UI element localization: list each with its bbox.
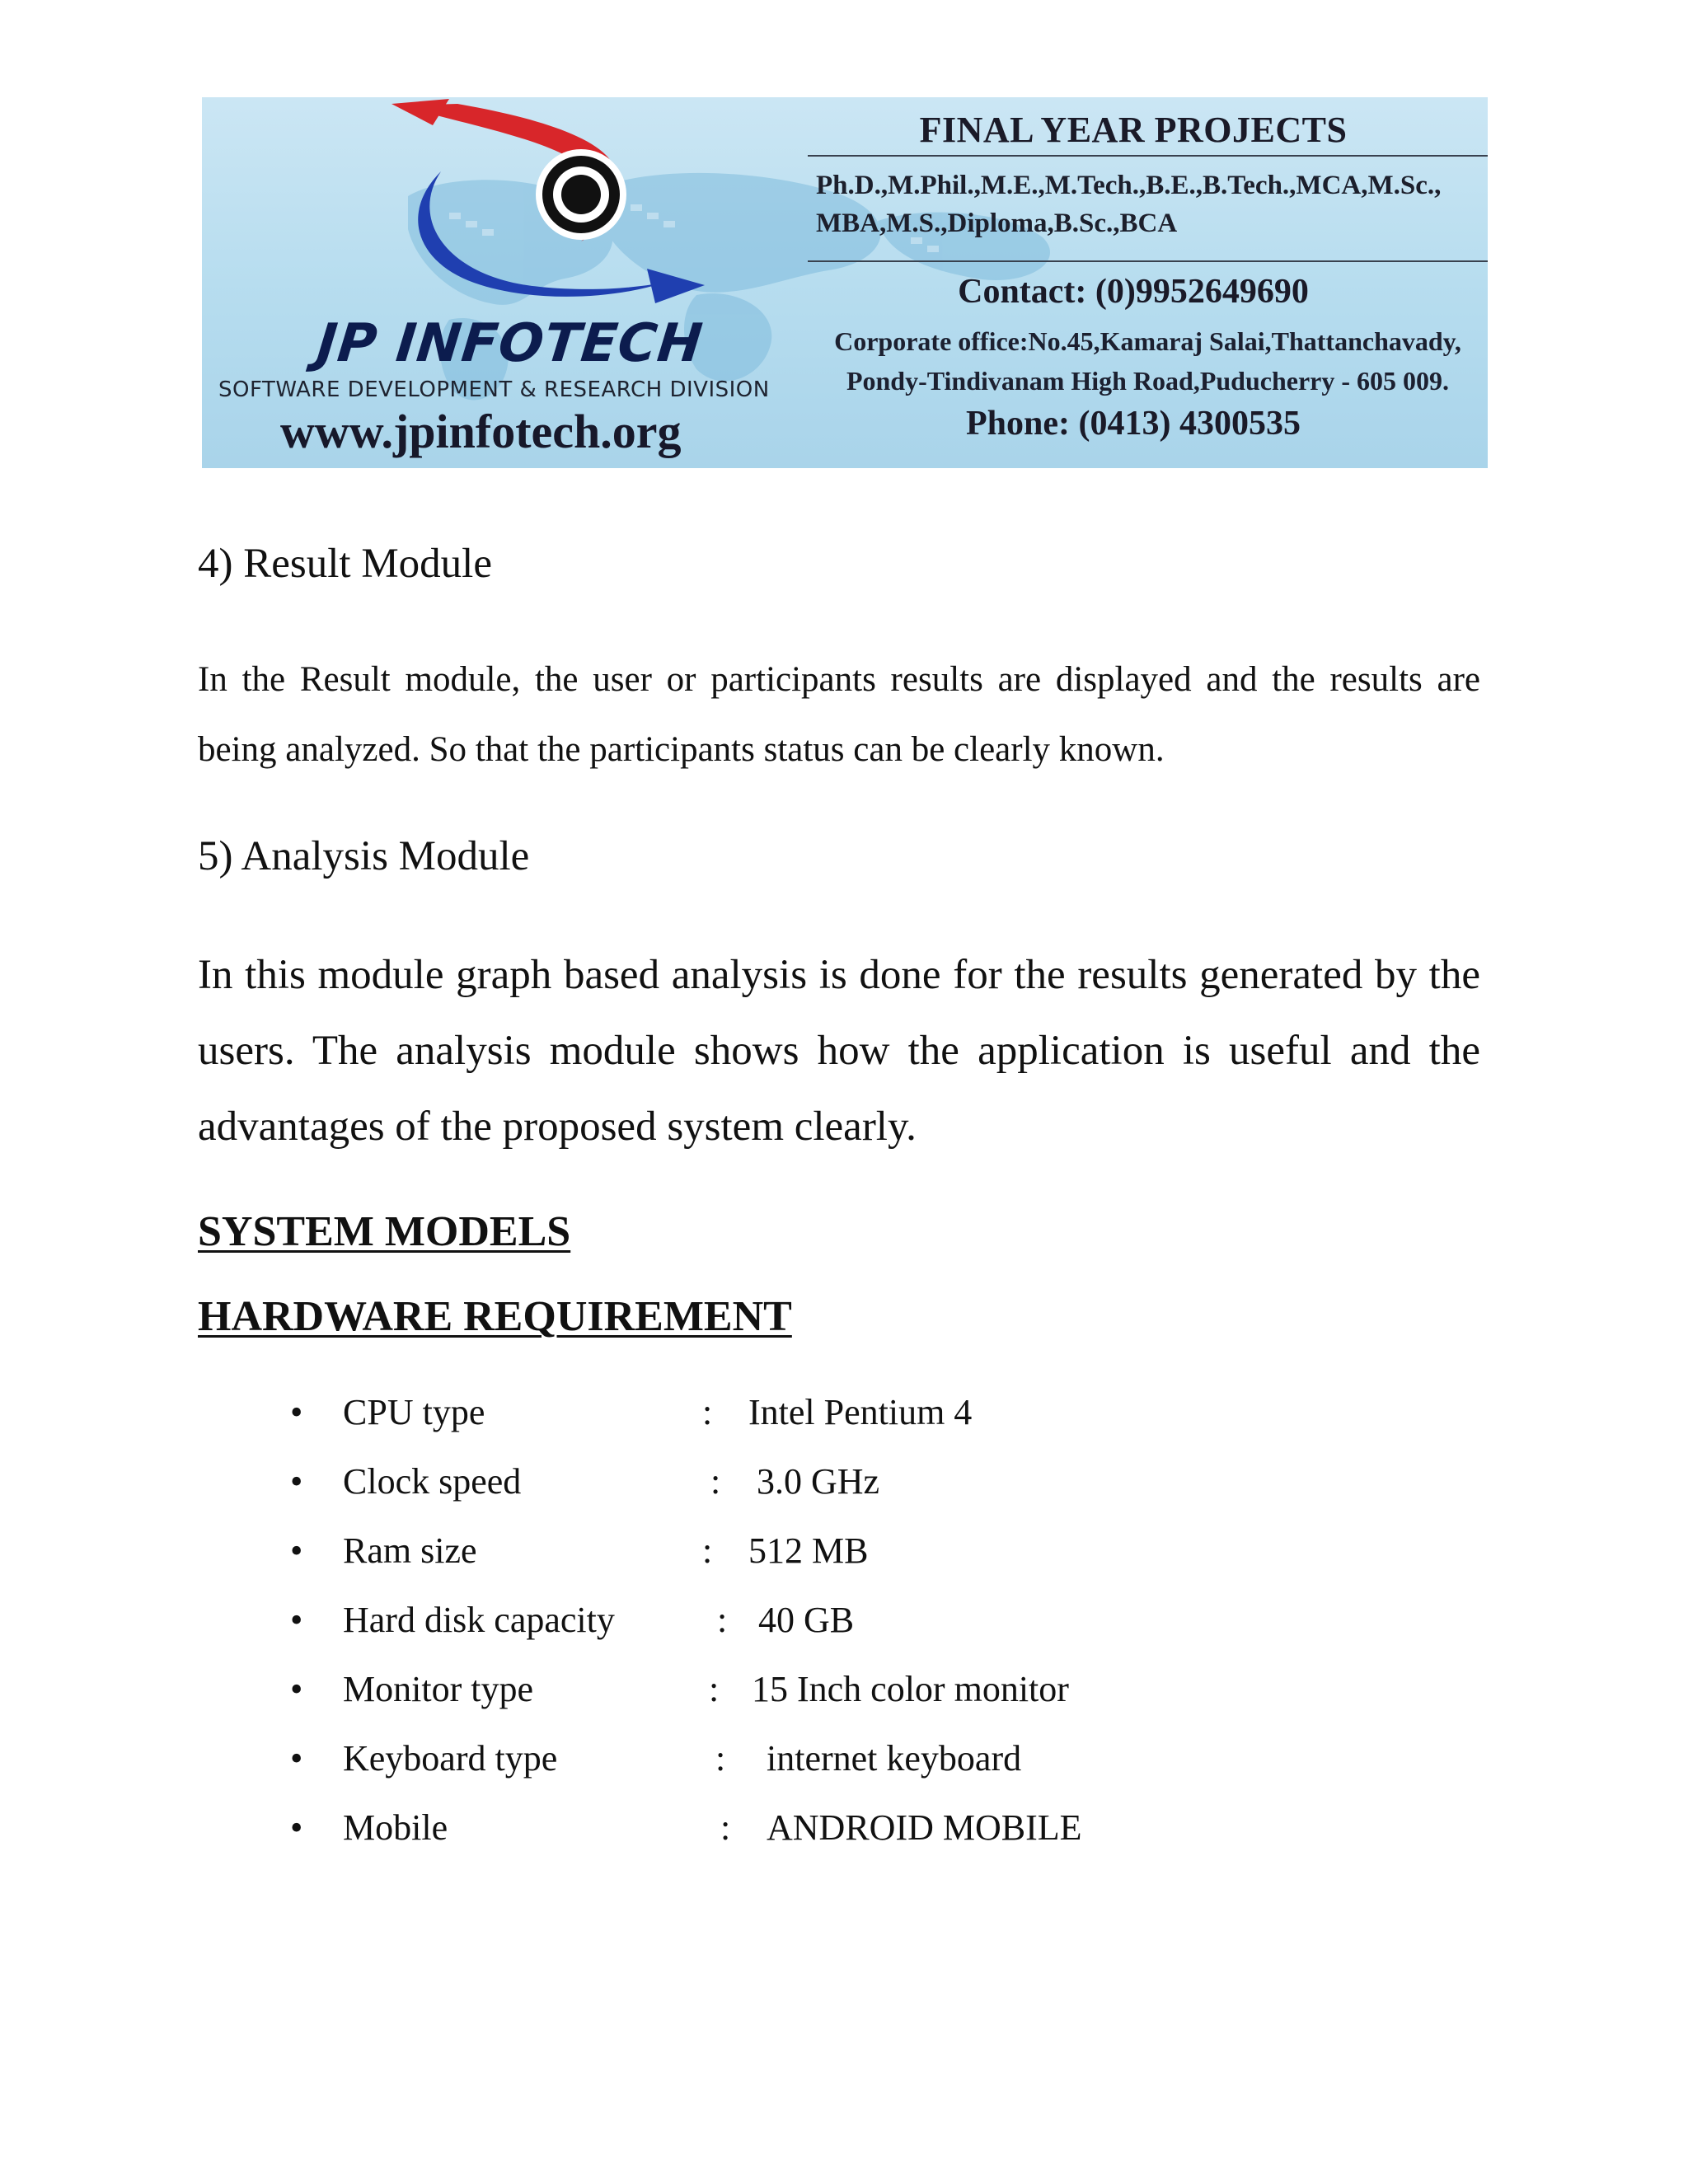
office-address: [808, 321, 1488, 401]
banner-title: FINAL YEAR PROJECTS: [919, 110, 1348, 150]
separator: :: [720, 1807, 731, 1848]
address-line: Corporate office:No.45,Kamaraj Salai,Thattanchavady,: [834, 326, 1461, 356]
logo-eye-icon: [317, 97, 812, 344]
spec-value: Intel Pentium 4: [748, 1392, 973, 1432]
list-item: [0, 1391, 1688, 1460]
spec-label: Ram size: [343, 1530, 477, 1571]
website-link[interactable]: www.jpinfotech.org: [280, 405, 682, 458]
list-item: [0, 1807, 1688, 1876]
bullet-icon: •: [290, 1738, 303, 1779]
separator: :: [710, 1461, 721, 1502]
separator: :: [715, 1738, 726, 1779]
result-module-text: In the Result module, the user or participants results are displayed and the results are being analyzed. So that the participants status can be clearly known.: [198, 660, 1480, 769]
phone-number: Phone: (0413) 4300535: [966, 405, 1301, 443]
spec-label: Hard disk capacity: [343, 1600, 615, 1640]
spec-label: Clock speed: [343, 1461, 522, 1502]
spec-value: ANDROID MOBILE: [767, 1807, 1082, 1848]
separator: :: [709, 1669, 720, 1709]
separator: :: [702, 1530, 713, 1571]
list-item: [0, 1737, 1688, 1807]
result-module-heading: 4) Result Module: [198, 541, 492, 587]
brand-name: JP INFOTECH: [314, 313, 706, 374]
spec-value: 512 MB: [748, 1530, 869, 1571]
degrees-line: Ph.D.,M.Phil.,M.E.,M.Tech.,B.E.,B.Tech.,MCA,M.Sc.,: [816, 171, 1442, 200]
divider: [808, 260, 1488, 262]
spec-label: Keyboard type: [343, 1738, 558, 1779]
divider: [808, 155, 1488, 157]
header-banner: [202, 97, 1488, 468]
bullet-icon: •: [290, 1600, 303, 1640]
list-item: [0, 1530, 1688, 1599]
bullet-icon: •: [290, 1461, 303, 1502]
list-item: [0, 1599, 1688, 1668]
degrees-line: MBA,M.S.,Diploma,B.Sc.,BCA: [816, 209, 1178, 238]
hardware-requirement-heading: HARDWARE REQUIREMENT: [198, 1293, 792, 1340]
analysis-module-heading: 5) Analysis Module: [198, 833, 530, 879]
list-item: [0, 1668, 1688, 1737]
bullet-icon: •: [290, 1392, 303, 1432]
spec-label: Monitor type: [343, 1669, 533, 1709]
bullet-icon: •: [290, 1530, 303, 1571]
spec-value: 3.0 GHz: [757, 1461, 880, 1502]
system-models-heading: SYSTEM MODELS: [198, 1208, 571, 1255]
bullet-icon: •: [290, 1807, 303, 1848]
contact-panel: [808, 97, 1488, 468]
degrees-list: [816, 166, 1475, 242]
separator: :: [702, 1392, 713, 1432]
address-line: Pondy-Tindivanam High Road,Puducherry - 605 009.: [846, 366, 1450, 396]
spec-value: internet keyboard: [767, 1738, 1022, 1779]
brand-tagline: SOFTWARE DEVELOPMENT & RESEARCH DIVISION: [218, 377, 770, 402]
separator: :: [717, 1600, 728, 1640]
contact-number: Contact: (0)9952649690: [958, 273, 1309, 311]
bullet-icon: •: [290, 1669, 303, 1709]
spec-label: Mobile: [343, 1807, 448, 1848]
analysis-module-text: In this module graph based analysis is done for the results generated by the users. The analysis module shows how the application is useful and the advantages of the proposed system clearly.: [198, 952, 1480, 1150]
spec-value: 40 GB: [758, 1600, 855, 1640]
spec-value: 15 Inch color monitor: [752, 1669, 1069, 1709]
list-item: [0, 1460, 1688, 1530]
spec-label: CPU type: [343, 1392, 485, 1432]
